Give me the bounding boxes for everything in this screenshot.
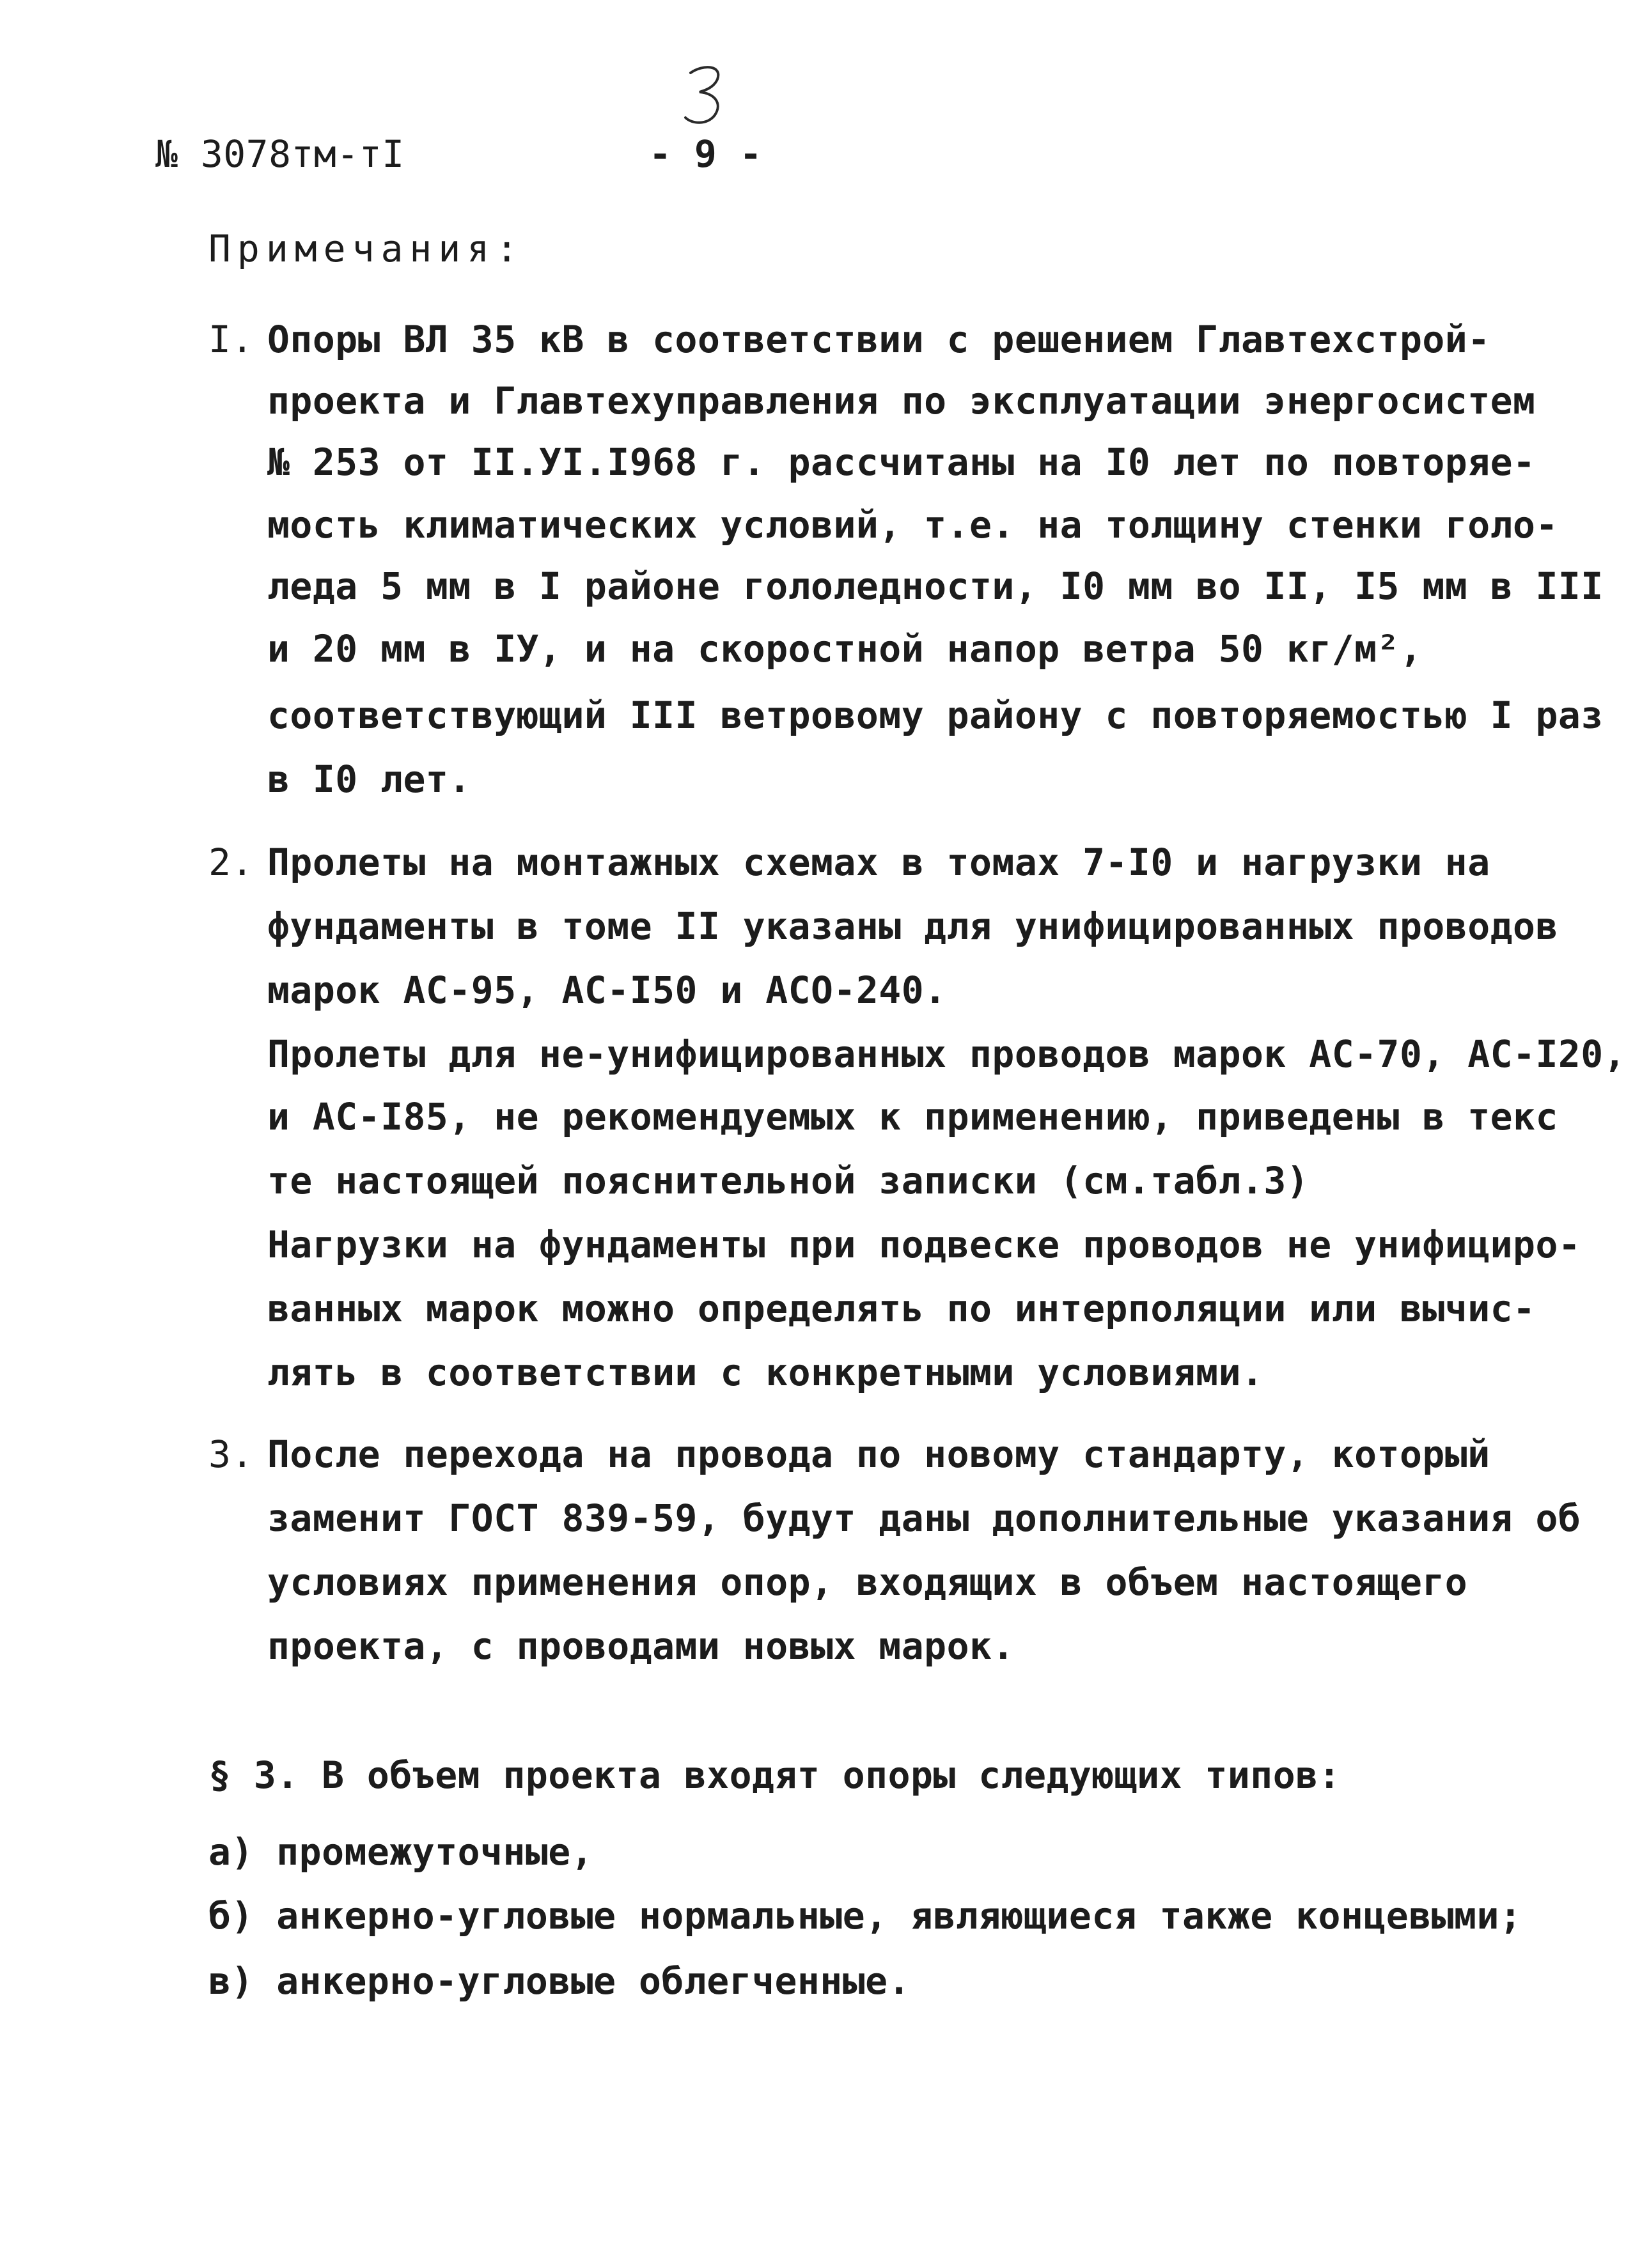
note-2-line-2: фундаменты в томе II указаны для унифицированных проводов [267,905,1558,948]
notes-title: Примечания: [208,227,525,270]
note-2-line-3: марок АС-95, АС-I50 и АСО-240. [267,968,947,1012]
note-1-line-1: Опоры ВЛ 35 кВ в соответствии с решением Главтехстрой- [267,318,1490,361]
handwritten-page-number [678,59,735,129]
note-2-marker: 2. [208,841,254,884]
note-2-line-4: Пролеты для не-унифицированных проводов марок АС-70, АС-I20, [267,1032,1626,1076]
note-3-marker: 3. [208,1433,254,1476]
note-1-line-5: леда 5 мм в I районе гололедности, I0 мм во II, I5 мм в III [267,564,1604,608]
section-3-heading: § 3. В объем проекта входят опоры следующих типов: [208,1753,1341,1797]
section-3-item-c: в) анкерно-угловые облегченные. [208,1959,911,2003]
note-3-line-4: проекта, с проводами новых марок. [267,1624,1015,1668]
page-number: - 9 - [649,132,763,176]
note-1-marker: I. [208,318,254,361]
note-2-line-8: ванных марок можно определять по интерполяции или вычис- [267,1287,1536,1330]
note-1-line-7: соответствующий III ветровому району с повторяемостью I раз [267,694,1604,737]
note-2-line-6: те настоящей пояснительной записки (см.табл.3) [267,1159,1309,1202]
section-3-item-a: а) промежуточные, [208,1830,594,1874]
note-2-line-1: Пролеты на монтажных схемах в томах 7-I0 и нагрузки на [267,841,1490,884]
note-2-line-9: лять в соответствии с конкретными условиями. [267,1351,1264,1394]
note-1-line-3: № 253 от II.УI.I968 г. рассчитаны на I0 лет по повторяе- [267,440,1536,484]
section-3-item-b: б) анкерно-угловые нормальные, являющиеся также концевыми; [208,1894,1522,1938]
note-2-line-5: и АС-I85, не рекомендуемых к применению, приведены в текс [267,1095,1558,1138]
note-3-line-2: заменит ГОСТ 839-59, будут даны дополнительные указания об [267,1496,1581,1540]
note-1-line-8: в I0 лет. [267,757,471,801]
note-3-line-1: После перехода на провода по новому стандарту, который [267,1433,1490,1476]
note-1-line-6: и 20 мм в IУ, и на скоростной напор ветра 50 кг/м², [267,627,1445,671]
document-number: № 3078тм-тI [155,132,405,176]
note-1-line-4: мость климатических условий, т.е. на толщину стенки голо- [267,503,1558,547]
note-1-line-2: проекта и Главтехуправления по эксплуатации энергосистем [267,379,1536,423]
note-3-line-3: условиях применения опор, входящих в объем настоящего [267,1560,1468,1604]
note-2-line-7: Нагрузки на фундаменты при подвеске проводов не унифициро- [267,1223,1581,1266]
